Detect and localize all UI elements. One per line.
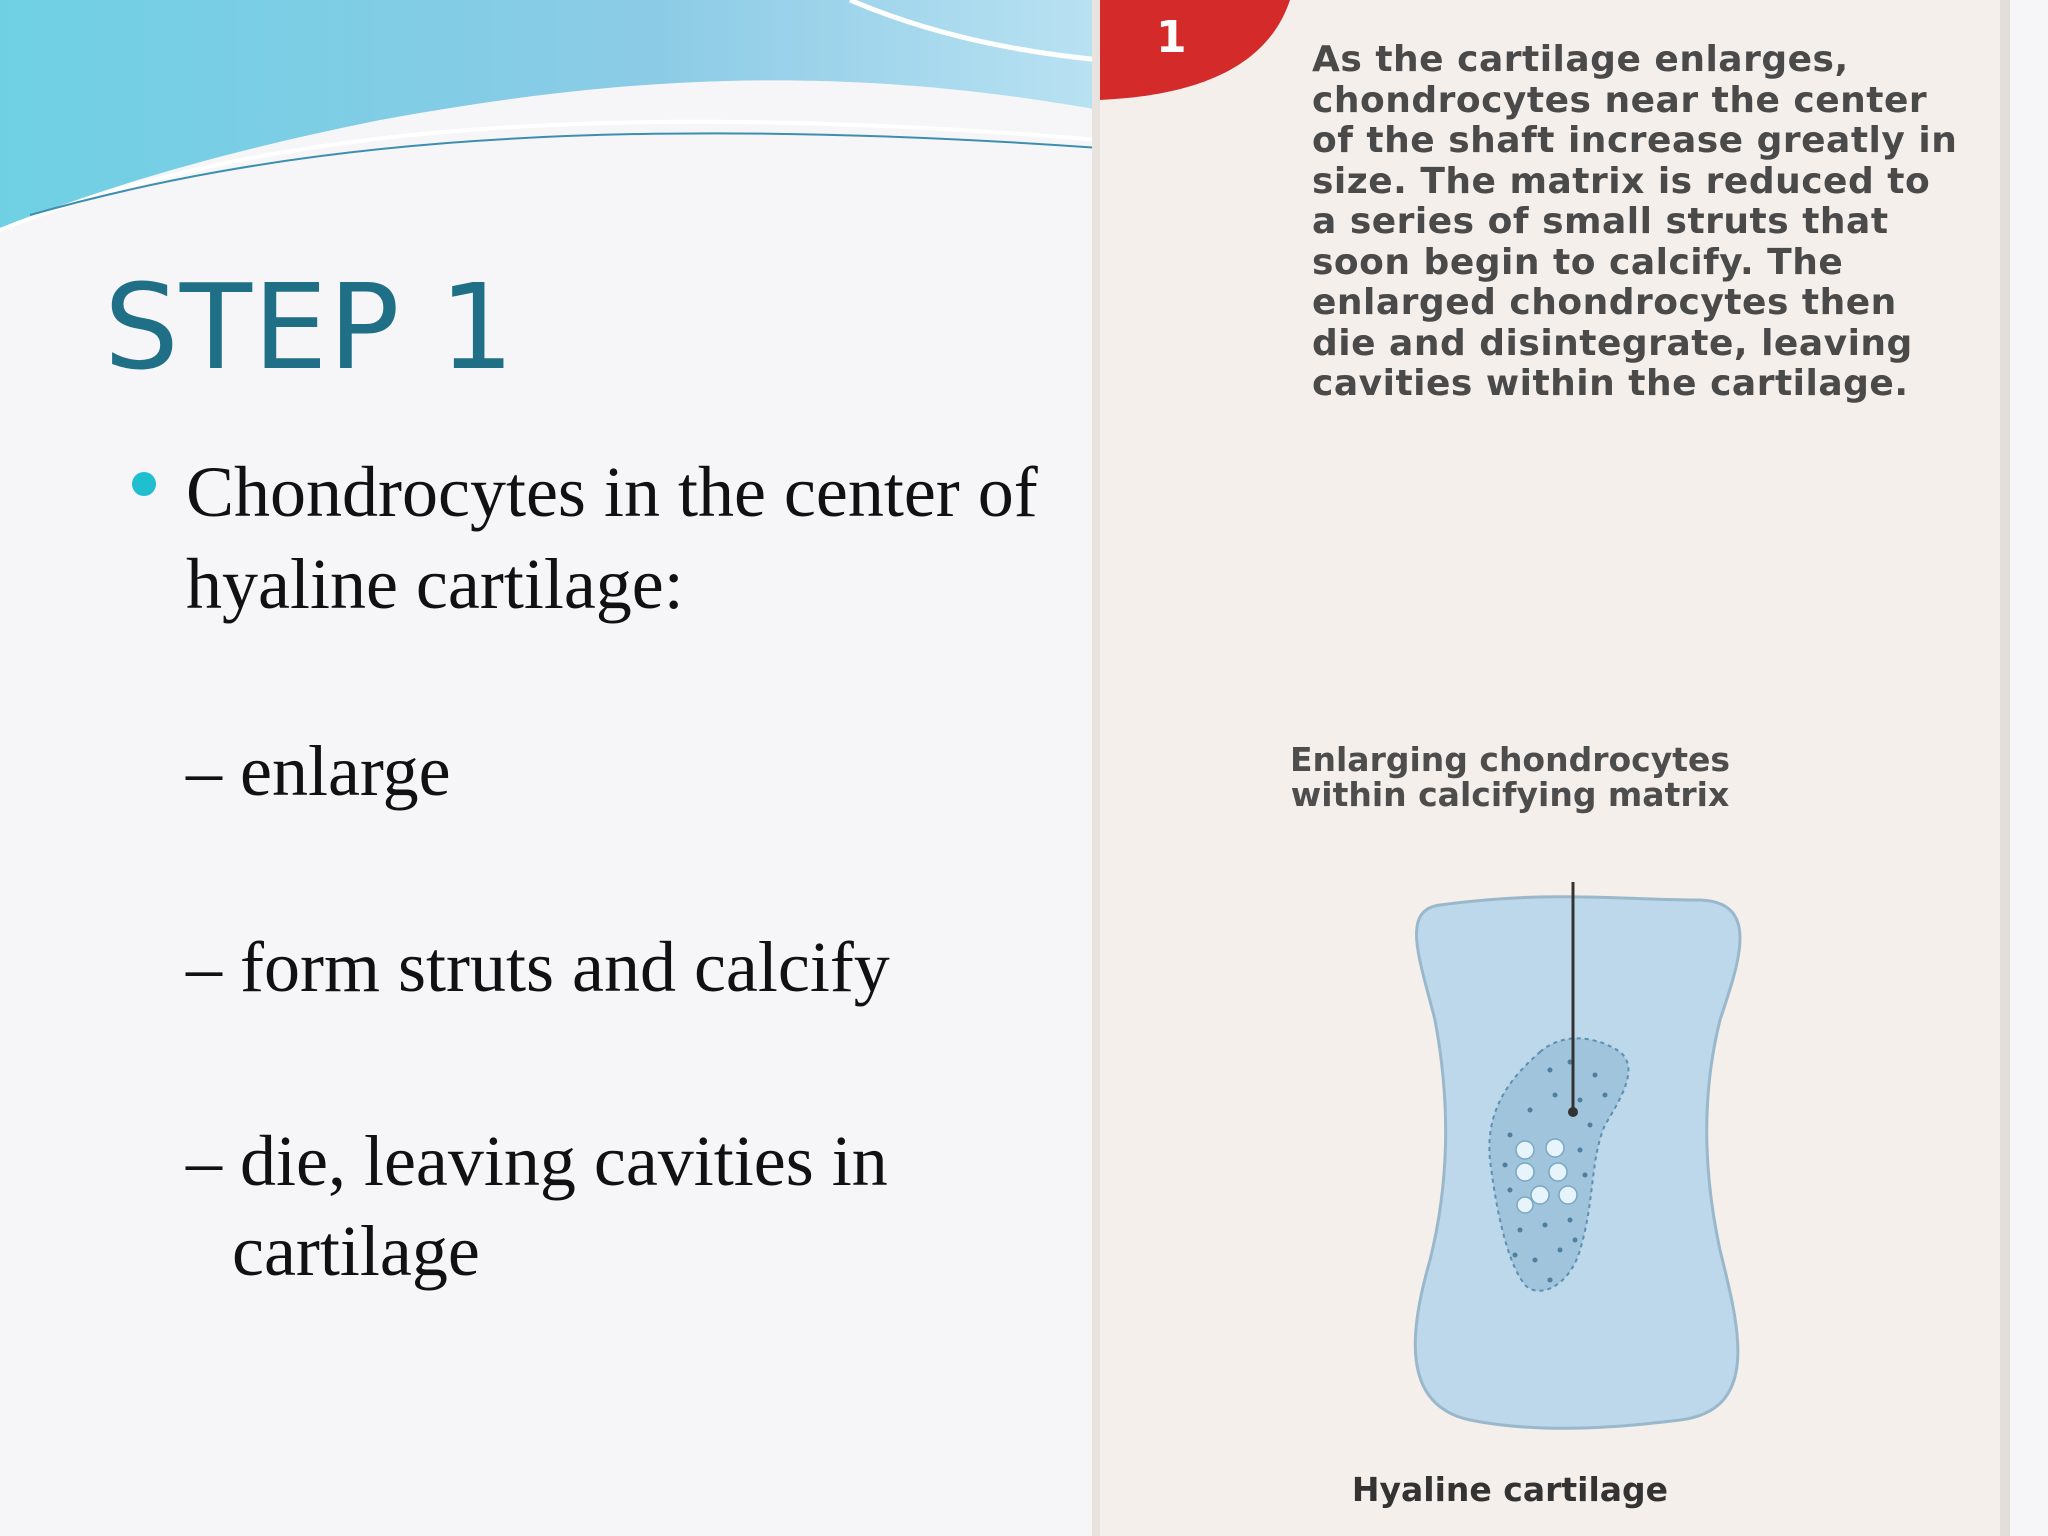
bullet-dot-icon bbox=[132, 472, 156, 496]
figure-description: As the cartilage enlarges, chondrocytes near the center of the shaft increase greatly in size. The matrix is reduced to a series of small struts that soon begin to calcify. The enlarged chondrocytes then die and disintegrate, leaving cavities within the cartilage. bbox=[1312, 39, 1958, 404]
figure-panel bbox=[1092, 0, 2010, 1536]
header-wave-decoration bbox=[0, 0, 1100, 260]
callout-leader-dot bbox=[1568, 1107, 1578, 1117]
sub-item-struts: – form struts and calcify bbox=[186, 927, 890, 1007]
bullet-text: Chondrocytes in the center of hyaline cartilage: bbox=[186, 452, 1038, 624]
sub-item-die-text: – die, leaving cavities in bbox=[186, 1121, 888, 1201]
slide-title: STEP 1 bbox=[104, 258, 516, 396]
hyaline-cartilage-label: Hyaline cartilage bbox=[1351, 1470, 1669, 1509]
sub-item-enlarge: – enlarge bbox=[186, 731, 451, 811]
step-number: 1 bbox=[1156, 12, 1187, 63]
callout-label: Enlarging chondrocytes within calcifying matrix bbox=[1289, 740, 1731, 814]
step-badge-icon bbox=[1100, 0, 1290, 100]
sub-item-die-continuation: cartilage bbox=[232, 1211, 480, 1291]
sub-item-die bbox=[186, 1116, 1006, 1296]
